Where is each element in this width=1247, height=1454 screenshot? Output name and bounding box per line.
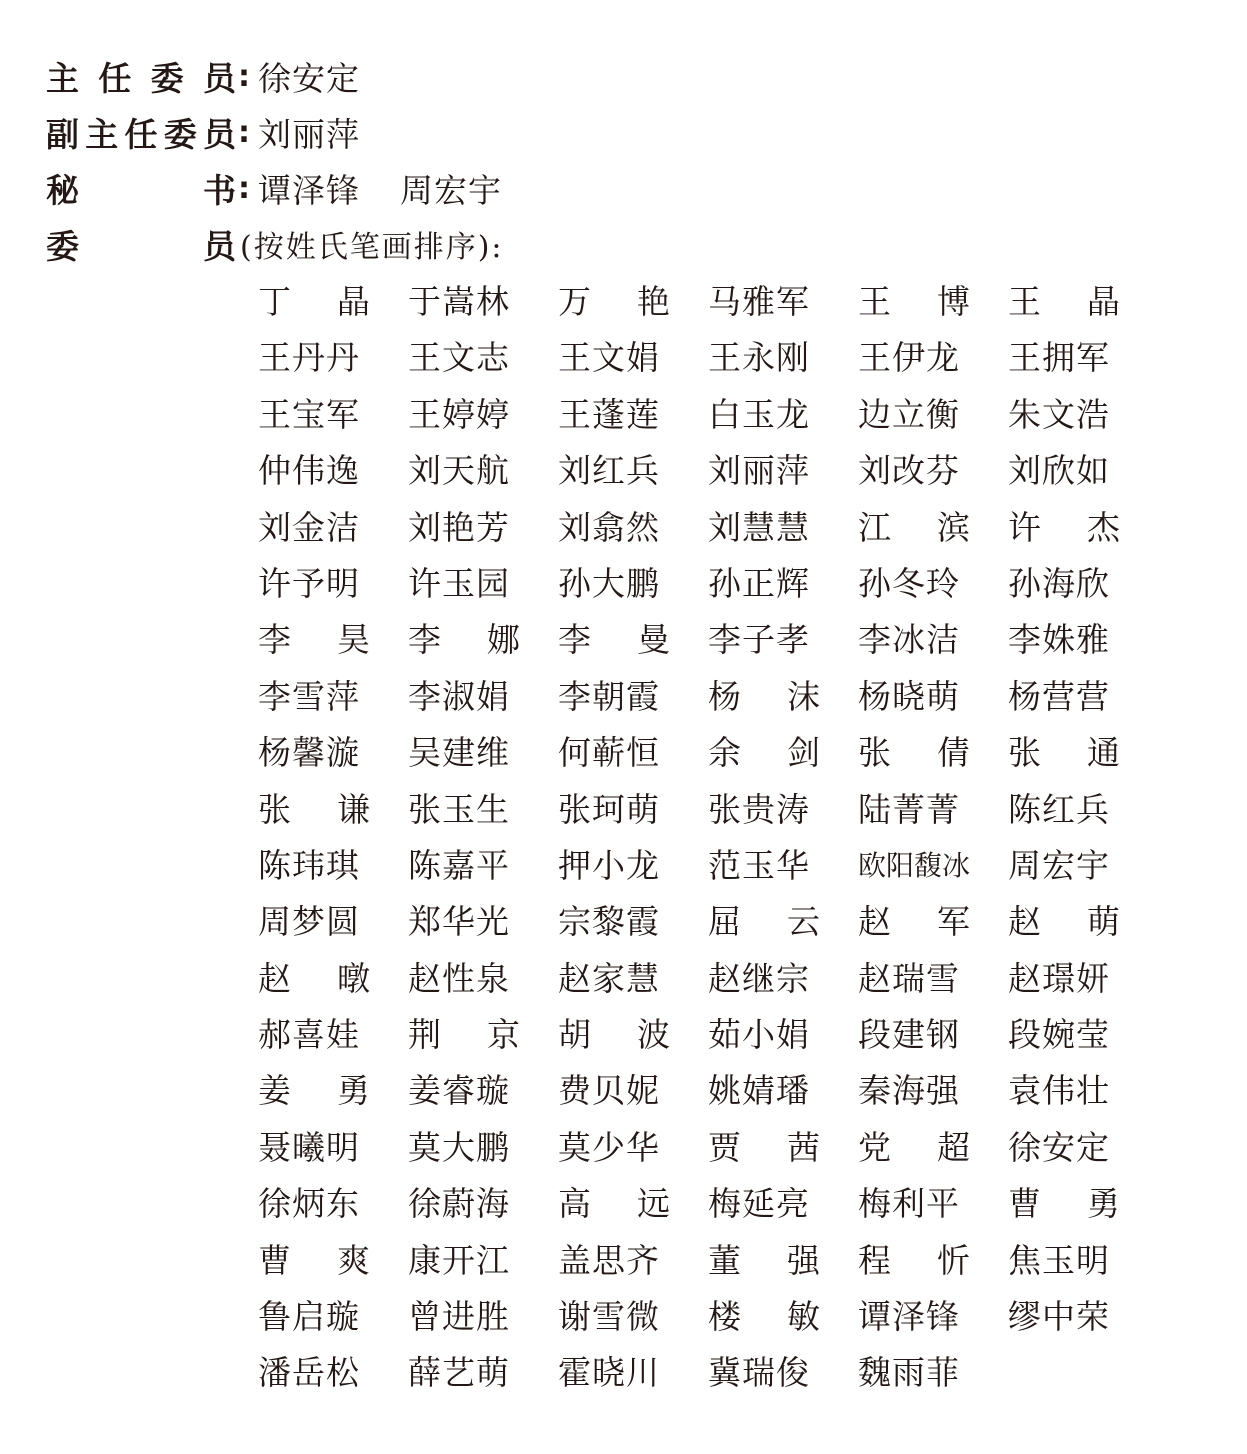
member-name: 曾进胜 bbox=[408, 1297, 510, 1337]
member-name: 莫少华 bbox=[558, 1127, 660, 1167]
member-name: 梅利平 bbox=[858, 1184, 960, 1224]
member-name: 刘欣如 bbox=[1008, 451, 1110, 491]
label-char: 委 bbox=[163, 114, 197, 154]
member-name: 王文娟 bbox=[558, 338, 660, 378]
label-colon: : bbox=[238, 114, 250, 150]
member-name: 屈 云 bbox=[708, 902, 820, 942]
member-name: 王文志 bbox=[408, 338, 510, 378]
member-name: 孙海欣 bbox=[1008, 563, 1110, 603]
member-row bbox=[258, 330, 1158, 386]
chair-label bbox=[46, 53, 236, 100]
member-name: 盖思齐 bbox=[558, 1240, 660, 1280]
member-name: 孙正辉 bbox=[708, 563, 810, 603]
vice-chair-names bbox=[258, 109, 360, 156]
member-name: 赵 萌 bbox=[1008, 902, 1120, 942]
member-name: 刘天航 bbox=[408, 451, 510, 491]
member-name: 姜 勇 bbox=[258, 1071, 370, 1111]
member-name: 贾 茜 bbox=[708, 1127, 820, 1167]
member-name: 王丹丹 bbox=[258, 338, 360, 378]
member-name: 李 昊 bbox=[258, 620, 370, 660]
member-row bbox=[258, 1233, 1158, 1289]
member-name: 梅延亮 bbox=[708, 1184, 810, 1224]
member-name: 潘岳松 bbox=[258, 1353, 360, 1393]
member-name: 仲伟逸 bbox=[258, 451, 360, 491]
member-name: 朱文浩 bbox=[1008, 394, 1110, 434]
member-name: 张 倩 bbox=[858, 733, 970, 773]
member-name: 张 谦 bbox=[258, 789, 370, 829]
members-label bbox=[46, 221, 236, 268]
member-name: 余 剑 bbox=[708, 733, 820, 773]
member-name: 张贵涛 bbox=[708, 789, 810, 829]
member-name: 吴建维 bbox=[408, 733, 510, 773]
chair-name: 徐安定 bbox=[258, 58, 360, 98]
member-name: 袁伟壮 bbox=[1008, 1071, 1110, 1111]
member-row bbox=[258, 1063, 1158, 1119]
member-name: 姚婧璠 bbox=[708, 1071, 810, 1111]
member-name: 杨馨漩 bbox=[258, 733, 360, 773]
member-name: 杨 沫 bbox=[708, 676, 820, 716]
chair-row bbox=[46, 56, 360, 96]
member-name: 康开江 bbox=[408, 1240, 510, 1280]
member-name: 郑华光 bbox=[408, 902, 510, 942]
label-char: 副 bbox=[46, 114, 79, 154]
member-row bbox=[258, 725, 1158, 781]
member-name: 薛艺萌 bbox=[408, 1353, 510, 1393]
label-char: 员 bbox=[202, 58, 236, 98]
member-name: 段建钢 bbox=[858, 1015, 960, 1055]
member-row bbox=[258, 500, 1158, 556]
member-name: 党 超 bbox=[858, 1127, 970, 1167]
label-char: 任 bbox=[124, 114, 158, 154]
member-row bbox=[258, 782, 1158, 838]
member-name: 焦玉明 bbox=[1008, 1240, 1110, 1280]
member-name: 李朝霞 bbox=[558, 676, 660, 716]
member-row bbox=[258, 612, 1158, 668]
member-row bbox=[258, 838, 1158, 894]
label-char: 员 bbox=[203, 114, 236, 154]
secretary-row bbox=[46, 168, 502, 208]
member-row bbox=[258, 669, 1158, 725]
member-row bbox=[258, 1120, 1158, 1176]
member-name: 陈嘉平 bbox=[408, 845, 510, 885]
member-name: 冀瑞俊 bbox=[708, 1353, 810, 1393]
member-name: 张珂萌 bbox=[558, 789, 660, 829]
member-row bbox=[258, 1007, 1158, 1063]
member-name: 董 强 bbox=[708, 1240, 820, 1280]
member-name: 许玉园 bbox=[408, 563, 510, 603]
vice-chair-row bbox=[46, 112, 360, 152]
member-name: 胡 波 bbox=[558, 1015, 670, 1055]
member-row bbox=[258, 1289, 1158, 1345]
member-name: 莫大鹏 bbox=[408, 1127, 510, 1167]
member-name: 杨营营 bbox=[1008, 676, 1110, 716]
member-name: 丁 晶 bbox=[258, 282, 370, 321]
label-char: 委 bbox=[46, 226, 79, 266]
member-name: 谭泽锋 bbox=[858, 1297, 960, 1337]
member-name: 王婷婷 bbox=[408, 394, 510, 434]
member-row bbox=[258, 274, 1158, 330]
member-name: 王伊龙 bbox=[858, 338, 960, 378]
member-row bbox=[258, 443, 1158, 499]
member-row bbox=[258, 1176, 1158, 1232]
member-name: 刘改芬 bbox=[858, 451, 960, 491]
member-name: 王宝军 bbox=[258, 394, 360, 434]
label-colon: : bbox=[238, 170, 250, 206]
member-name: 姜睿璇 bbox=[408, 1071, 510, 1111]
member-name: 费贝妮 bbox=[558, 1071, 660, 1111]
member-name: 王 晶 bbox=[1008, 282, 1120, 321]
member-name: 押小龙 bbox=[558, 845, 660, 885]
member-name: 徐安定 bbox=[1008, 1127, 1110, 1167]
label-colon: : bbox=[238, 58, 250, 94]
member-name: 段婉莹 bbox=[1008, 1015, 1110, 1055]
member-name: 赵璟妍 bbox=[1008, 958, 1110, 998]
member-name: 李冰洁 bbox=[858, 620, 960, 660]
member-row bbox=[258, 387, 1158, 443]
member-name: 谢雪微 bbox=[558, 1297, 660, 1337]
member-name: 聂曦明 bbox=[258, 1127, 360, 1167]
member-name: 茹小娟 bbox=[708, 1015, 810, 1055]
member-name: 欧阳馥冰 bbox=[858, 848, 971, 882]
member-row bbox=[258, 894, 1158, 950]
member-name: 刘金洁 bbox=[258, 507, 360, 547]
member-name: 李 娜 bbox=[408, 620, 520, 660]
member-name: 王蓬莲 bbox=[558, 394, 660, 434]
member-name: 曹 爽 bbox=[258, 1240, 370, 1280]
members-sort-note: (按姓氏笔画排序): bbox=[240, 230, 504, 265]
member-name: 张玉生 bbox=[408, 789, 510, 829]
member-name: 于嵩林 bbox=[408, 282, 510, 321]
member-name: 杨晓萌 bbox=[858, 676, 960, 716]
member-name: 陈玮琪 bbox=[258, 845, 360, 885]
member-name: 徐炳东 bbox=[258, 1184, 360, 1224]
member-name: 陈红兵 bbox=[1008, 789, 1110, 829]
member-name: 万 艳 bbox=[558, 282, 670, 321]
member-row bbox=[258, 1345, 1158, 1401]
members-row bbox=[46, 224, 504, 264]
member-name: 马雅军 bbox=[708, 282, 810, 321]
label-char: 秘 bbox=[46, 170, 79, 210]
member-name: 鲁启璇 bbox=[258, 1297, 360, 1337]
member-name: 许 杰 bbox=[1008, 507, 1120, 547]
secretary-names bbox=[258, 165, 502, 212]
member-name: 王拥军 bbox=[1008, 338, 1110, 378]
member-name: 周宏宇 bbox=[1008, 845, 1110, 885]
label-char: 主 bbox=[85, 114, 119, 154]
label-char: 任 bbox=[98, 58, 132, 98]
member-name: 程 忻 bbox=[858, 1240, 970, 1280]
member-name: 赵继宗 bbox=[708, 958, 810, 998]
member-name: 赵 军 bbox=[858, 902, 970, 942]
vice-chair-name: 刘丽萍 bbox=[258, 114, 360, 154]
member-name: 李子孝 bbox=[708, 620, 810, 660]
member-name: 赵性泉 bbox=[408, 958, 510, 998]
member-name: 秦海强 bbox=[858, 1071, 960, 1111]
chair-names bbox=[258, 53, 360, 100]
member-name: 刘慧慧 bbox=[708, 507, 810, 547]
member-name: 高 远 bbox=[558, 1184, 670, 1224]
member-row bbox=[258, 556, 1158, 612]
vice-chair-label bbox=[46, 109, 236, 156]
member-name: 江 滨 bbox=[858, 507, 970, 547]
label-char: 书 bbox=[203, 170, 236, 210]
member-name: 刘艳芳 bbox=[408, 507, 510, 547]
member-name: 孙大鹏 bbox=[558, 563, 660, 603]
member-name: 荆 京 bbox=[408, 1015, 520, 1055]
member-name: 刘丽萍 bbox=[708, 451, 810, 491]
member-name: 宗黎霞 bbox=[558, 902, 660, 942]
member-name: 郝喜娃 bbox=[258, 1015, 360, 1055]
member-name: 王 博 bbox=[858, 282, 970, 321]
member-name: 缪中荣 bbox=[1008, 1297, 1110, 1337]
label-char: 委 bbox=[150, 58, 184, 98]
member-name: 李雪萍 bbox=[258, 676, 360, 716]
member-name: 徐蔚海 bbox=[408, 1184, 510, 1224]
member-row bbox=[258, 951, 1158, 1007]
member-name: 边立衡 bbox=[858, 394, 960, 434]
member-name: 赵瑞雪 bbox=[858, 958, 960, 998]
secretary-name: 周宏宇 bbox=[400, 170, 502, 210]
member-name: 赵家慧 bbox=[558, 958, 660, 998]
member-name: 李淑娟 bbox=[408, 676, 510, 716]
label-char: 员 bbox=[203, 226, 236, 266]
member-name: 陆菁菁 bbox=[858, 789, 960, 829]
member-name: 许予明 bbox=[258, 563, 360, 603]
member-name: 范玉华 bbox=[708, 845, 810, 885]
secretary-label bbox=[46, 165, 236, 212]
member-name-grid bbox=[258, 274, 1158, 1402]
member-name: 白玉龙 bbox=[708, 394, 810, 434]
member-name: 曹 勇 bbox=[1008, 1184, 1120, 1224]
member-name: 刘红兵 bbox=[558, 451, 660, 491]
member-name: 周梦圆 bbox=[258, 902, 360, 942]
member-name: 霍晓川 bbox=[558, 1353, 660, 1393]
member-name: 张 通 bbox=[1008, 733, 1120, 773]
label-char: 主 bbox=[46, 58, 79, 98]
member-name: 李姝雅 bbox=[1008, 620, 1110, 660]
member-name: 何蕲恒 bbox=[558, 733, 660, 773]
member-name: 孙冬玲 bbox=[858, 563, 960, 603]
member-name: 王永刚 bbox=[708, 338, 810, 378]
member-name: 赵 暾 bbox=[258, 958, 370, 998]
member-name: 李 曼 bbox=[558, 620, 670, 660]
member-name: 楼 敏 bbox=[708, 1297, 820, 1337]
member-name: 刘翕然 bbox=[558, 507, 660, 547]
member-name: 魏雨菲 bbox=[858, 1353, 960, 1393]
secretary-name: 谭泽锋 bbox=[258, 170, 360, 210]
